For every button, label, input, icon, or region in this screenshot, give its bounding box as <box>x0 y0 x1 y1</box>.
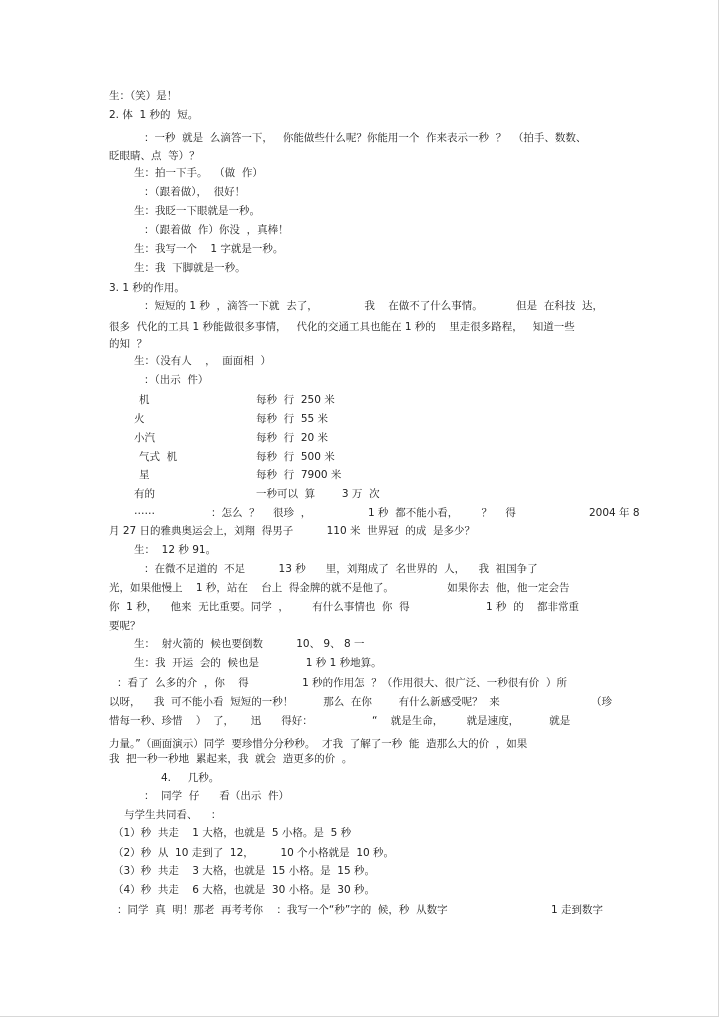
text-line: 生：我眨一下眼就是一秒。 <box>134 205 260 217</box>
text-line: 1 走到数字 <box>551 904 604 916</box>
text-line: 有的 <box>134 488 155 500</box>
text-line: 眨眼睛、点 等）？ <box>109 150 200 162</box>
text-line: ：同学 真 明！那老 再考考你 ：我写一个“秒”字的 候，秒 从数字 <box>117 904 448 916</box>
text-line: 每秒 行 7900 米 <box>256 469 342 481</box>
text-line: （2）秒 从 10 走到了 12， 10 个小格就是 10 秒。 <box>113 847 395 859</box>
text-line: 1 秒 的 都非常重 <box>486 601 580 613</box>
text-line: 月 27 日的雅典奥运会上，刘翔 得男子 110 米 世界冠 的成 是多少？ <box>109 525 475 537</box>
text-line: ：在微不足道的 不足 13 秒 里，刘翔成了 名世界的 人， 我 祖国争了 <box>144 563 538 575</box>
text-line: 每秒 行 55 米 <box>256 413 329 425</box>
text-line: ：怎么 ？ 很珍 ， <box>211 507 312 519</box>
text-line: 的知 ？ <box>109 338 148 350</box>
text-line: ：一秒 就是 么滴答一下， 你能做些什么呢？你能用一个 作来表示一秒 ？ （拍手、数数、 <box>144 132 587 144</box>
text-line: 星 <box>139 469 150 481</box>
text-line: 生：拍一下手。 （做 作） <box>134 167 263 179</box>
text-line: ：（出示 件） <box>144 374 209 386</box>
text-line: 很多 代化的工具 1 秒能做很多事情， 代化的交通工具也能在 1 秒的 里走很多路程， 知道一些 <box>109 321 575 333</box>
text-line: 我 把一秒一秒地 累起来，我 就会 造更多的价 。 <box>109 753 353 765</box>
text-line: 生： 射火箭的 候也要倒数 10、 9、 8 一 <box>134 638 365 650</box>
text-line: 光，如果他慢上 1 秒，站在 台上 得金牌的就不是他了。 如果你去 他，他一定会告 <box>109 582 570 594</box>
text-line: （4）秒 共走 6 大格，也就是 30 小格。是 30 秒。 <box>113 884 375 896</box>
text-line: 3. 1 秒的作用。 <box>109 282 185 294</box>
text-line: 生：（笑）是！ <box>109 90 178 102</box>
text-line: 火 <box>134 413 145 425</box>
text-line: ：（跟着做）， 很好！ <box>144 186 246 198</box>
text-line: ： 同学 仔 看（出示 件） <box>144 790 290 802</box>
text-line: 惜每一秒、珍惜 ） 了， 迅 得好： <box>109 715 313 727</box>
text-line: …… <box>134 505 155 517</box>
text-line: 与学生共同看、 ： <box>124 809 222 821</box>
text-line: （3）秒 共走 3 大格，也就是 15 小格。是 15 秒。 <box>113 865 375 877</box>
text-line: “ 就是生命， 就是速度， 就是 <box>372 715 571 727</box>
text-line: ：（跟着做 作）你没 ，真棒！ <box>144 224 289 236</box>
text-line: 生： 12 秒 91。 <box>134 544 217 556</box>
text-line: 你 1 秒， 他来 无比重要。同学 ， 有什么事情也 你 得 <box>109 601 410 613</box>
text-line: 4. 几秒。 <box>161 772 220 784</box>
text-line: 生：我写一个 1 字就是一秒。 <box>134 243 284 255</box>
text-line: 每秒 行 500 米 <box>256 451 335 463</box>
text-line: 气式 机 <box>139 451 178 463</box>
text-line: （1）秒 共走 1 大格，也就是 5 小格。是 5 秒 <box>113 827 352 839</box>
text-line: 要呢？ <box>109 620 141 632</box>
text-line: 生：我 开运 会的 候也是 1 秒 1 秒地算。 <box>134 657 382 669</box>
text-line: 以呀， 我 可不能小看 短短的一秒！ 那么 在你 有什么新感受呢？ 来 <box>109 696 500 708</box>
text-line: 小汽 <box>134 432 155 444</box>
text-line: ：短短的 1 秒 ，滴答一下就 去了， 我 在做不了什么事情。 但是 在科技 达， <box>144 300 604 312</box>
text-line: 生：（没有人 ， 面面相 ） <box>134 355 271 367</box>
text-line: 每秒 行 250 米 <box>256 394 335 406</box>
text-line: 力量。”（画面演示）同学 要珍惜分分秒秒。 才我 了解了一秒 能 造那么大的价 ，如果 <box>109 738 528 750</box>
text-line: 1 秒 都不能小看， ？ 得 <box>368 507 516 519</box>
text-line: ：看了 么多的介 ，你 得 1 秒的作用怎 ？（作用很大、很广泛、一秒很有价 ）所 <box>117 677 567 689</box>
text-line: 一秒可以 算 3 万 次 <box>256 488 380 500</box>
text-line: 2. 体 1 秒的 短。 <box>109 109 199 121</box>
text-line: （珍 <box>591 696 612 708</box>
text-line: 机 <box>139 394 150 406</box>
text-line: 2004 年 8 <box>589 507 640 519</box>
text-line: 每秒 行 20 米 <box>256 432 329 444</box>
text-line: 生：我 下脚就是一秒。 <box>134 262 246 274</box>
